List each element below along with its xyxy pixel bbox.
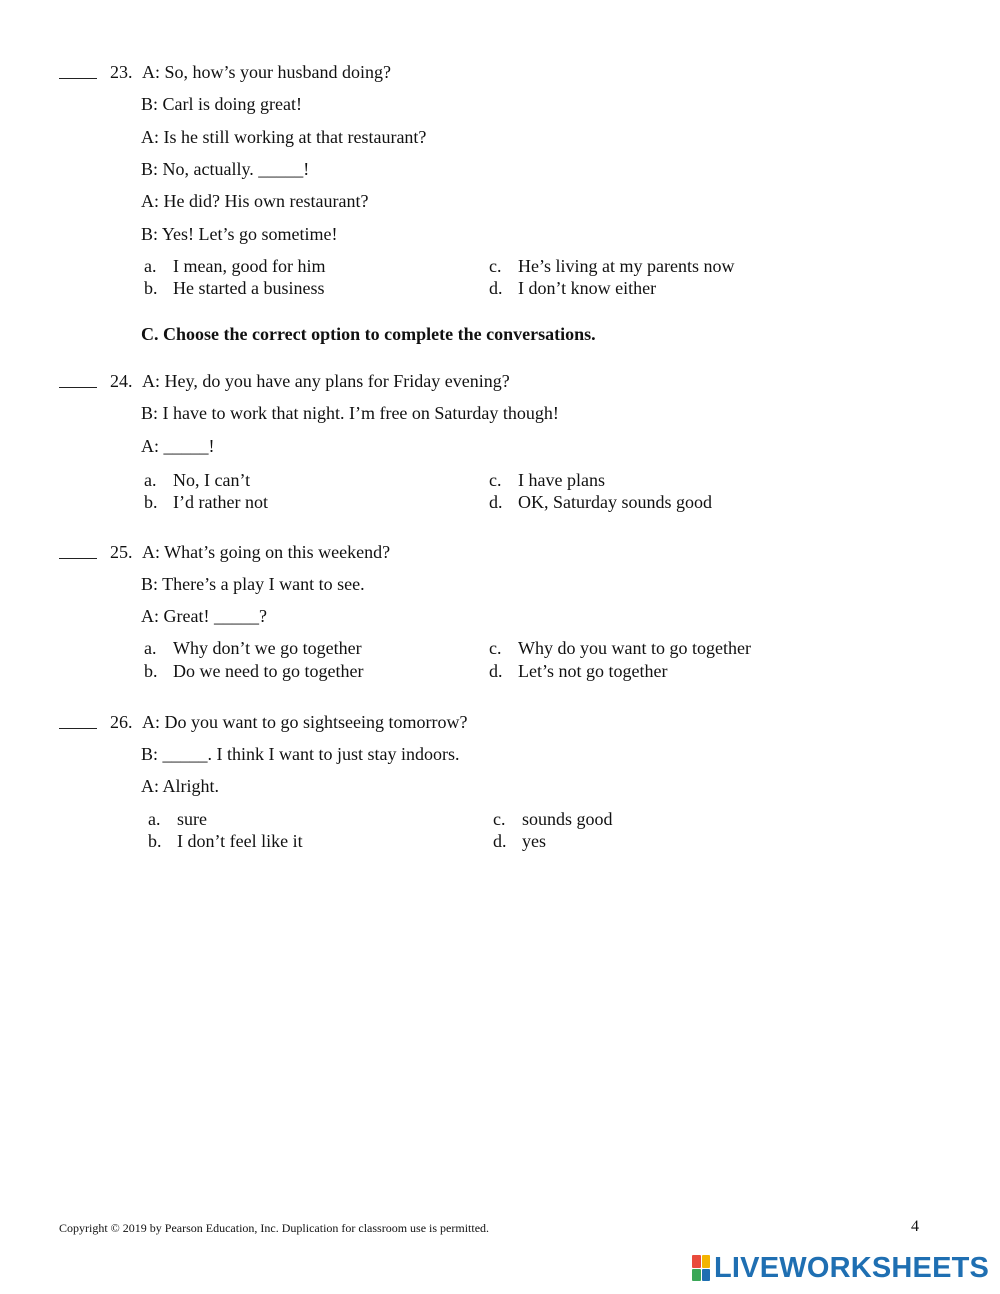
liveworksheets-logo [692,1253,989,1283]
dialogue-line: A: Is he still working at that restaurant? [141,127,427,147]
page-number: 4 [911,1218,919,1235]
logo-text: LIVEWORKSHEETS [714,1251,990,1284]
dialogue-line: A: What’s going on this weekend? [142,542,391,562]
dialogue-line: B: No, actually. _____! [141,159,310,179]
dialogue-line: A: _____! [141,436,215,456]
copyright-notice: Copyright © 2019 by Pearson Education, Inc. Duplication for classroom use is permitted. [59,1221,490,1235]
option-c: c. He’s living at my parents now [489,256,735,276]
logo-badge-icon [692,1255,710,1281]
dialogue-line: A: Hey, do you have any plans for Friday evening? [142,371,510,391]
dialogue-line: B: Yes! Let’s go sometime! [141,224,338,244]
badge-block [692,1255,701,1268]
badge-block [692,1269,701,1282]
answer-blank-23[interactable] [59,64,97,79]
option-a: a. Why don’t we go together [144,638,362,658]
badge-block [702,1269,711,1282]
option-b: b. Do we need to go together [144,661,364,681]
answer-blank-26[interactable] [59,714,97,729]
badge-block [702,1255,711,1268]
option-c: c. sounds good [493,809,613,829]
option-d: d. OK, Saturday sounds good [489,492,712,512]
dialogue-line: A: Alright. [141,776,220,796]
answer-blank-24[interactable] [59,373,97,388]
dialogue-line: A: So, how’s your husband doing? [142,62,391,82]
question-number: 25. [110,542,133,562]
answer-blank-25[interactable] [59,544,97,559]
dialogue-line: A: He did? His own restaurant? [141,191,369,211]
section-c-heading: C. Choose the correct option to complete the conversations. [141,324,596,344]
option-b: b. I’d rather not [144,492,268,512]
dialogue-line: B: Carl is doing great! [141,94,302,114]
option-c: c. Why do you want to go together [489,638,751,658]
dialogue-line: A: Great! _____? [141,606,267,626]
option-c: c. I have plans [489,470,605,490]
dialogue-line: B: I have to work that night. I’m free on Saturday though! [141,403,559,423]
dialogue-line: B: _____. I think I want to just stay indoors. [141,744,460,764]
question-number: 24. [110,371,133,391]
option-a: a. sure [148,809,207,829]
option-b: b. He started a business [144,278,325,298]
dialogue-line: B: There’s a play I want to see. [141,574,365,594]
option-a: a. No, I can’t [144,470,251,490]
option-d: d. Let’s not go together [489,661,668,681]
option-d: d. yes [493,831,546,851]
option-a: a. I mean, good for him [144,256,326,276]
question-number: 23. [110,62,133,82]
dialogue-line: A: Do you want to go sightseeing tomorrow? [142,712,468,732]
option-b: b. I don’t feel like it [148,831,303,851]
option-d: d. I don’t know either [489,278,657,298]
question-number: 26. [110,712,133,732]
